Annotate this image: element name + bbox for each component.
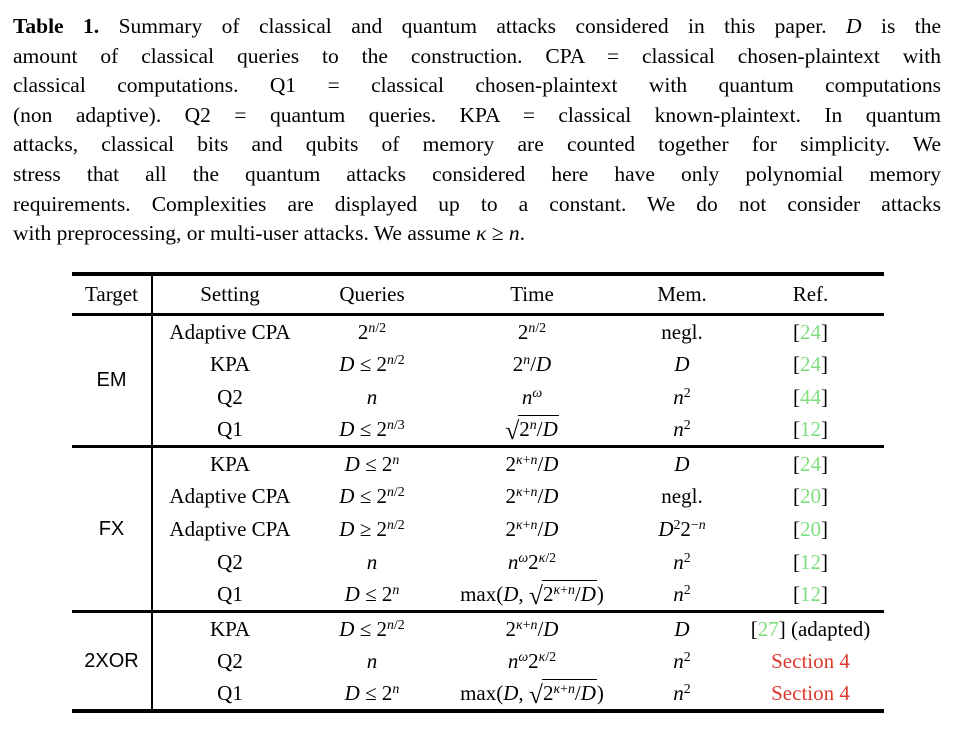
setting-cell: Q2 (217, 384, 243, 409)
setting-cell: Adaptive CPA (169, 319, 291, 344)
citation-link[interactable]: [12] (793, 549, 828, 574)
time-cell: $2^{\kappa+n}/D$ (505, 616, 559, 641)
caption-line: attacks, classical bits and qubits of memory are counted together for simplicity. We (13, 132, 941, 157)
setting-cell: KPA (209, 451, 251, 476)
target-cell: 2XOR (72, 612, 152, 711)
mem-cell: $n^2$ (673, 549, 691, 574)
citation-link[interactable]: [20] (793, 516, 828, 541)
ref-cell (737, 315, 884, 348)
setting-cell: KPA (209, 616, 251, 641)
setting-cell: Q1 (217, 680, 243, 705)
caption-line: (non adaptive). Q2 = quantum queries. KPA = classical known-plaintext. In quantum (13, 102, 941, 127)
mem-cell: $n^2$ (673, 680, 691, 705)
setting-cell: Q2 (217, 648, 243, 673)
sqrt-expression: $√2^{\kappa+n}/D$ (528, 581, 596, 611)
citation-link[interactable]: [20] (793, 483, 828, 508)
table-row (72, 612, 884, 645)
citation-link[interactable]: [24] (793, 319, 828, 344)
queries-cell: $D \ge 2^{n/2}$ (339, 516, 405, 541)
radical-sign: √ (505, 416, 520, 446)
time-cell: max(D, $√2^{\kappa+n}/D$) (460, 581, 604, 611)
time-cell: 2$^n$/D (512, 351, 552, 376)
time-cell (437, 414, 627, 447)
column-header-mem: Mem. (657, 282, 707, 306)
queries-cell: $D \le 2^n$ (344, 451, 400, 476)
table-row (72, 678, 884, 711)
setting-cell: KPA (209, 351, 251, 376)
ref-cell (737, 579, 884, 612)
queries-cell: $D \le 2^{n/3}$ (339, 417, 405, 441)
queries-cell: $D \le 2^n$ (344, 680, 400, 705)
sqrt-expression: √2$^n$/D (505, 416, 558, 446)
caption-line: with preprocessing, or multi-user attacks. We assume κ ≥ n. (13, 221, 526, 246)
citation-number: 44 (800, 384, 821, 409)
citation-link[interactable]: [12] (793, 582, 828, 606)
column-header-queries: Queries (339, 282, 405, 306)
target-cell: FX (72, 447, 152, 612)
table-row (72, 315, 884, 348)
sqrt-expression: $√2^{\kappa+n}/D$ (528, 679, 596, 709)
queries-cell: $D \le 2^{n/2}$ (339, 616, 405, 641)
citation-number: 20 (800, 516, 821, 541)
table-row (72, 414, 884, 447)
queries-cell: n (366, 384, 378, 409)
queries-cell: $2^{n/2}$ (357, 319, 387, 344)
mem-cell: negl. (661, 483, 703, 508)
table-section-em (72, 315, 884, 447)
caption-line: classical computations. Q1 = classical chosen-plaintext with quantum computations (13, 73, 941, 98)
setting-cell: Q1 (217, 582, 243, 606)
queries-cell: $D \le 2^{n/2}$ (339, 483, 405, 508)
citation-link[interactable]: [12] (793, 417, 828, 441)
table-section-fx (72, 447, 884, 612)
time-cell: max(D, $√2^{\kappa+n}/D$) (460, 679, 604, 709)
table-row (72, 579, 884, 612)
caption-line: amount of classical queries to the construction. CPA = classical chosen-plaintext with (13, 43, 941, 68)
mem-cell: $D^22^{-n}$ (658, 516, 706, 541)
column-header-target: Target (72, 274, 152, 315)
caption-line: stress that all the quantum attacks considered here have only polynomial memory (13, 161, 941, 186)
ref-cell (737, 381, 884, 414)
citation-link[interactable]: [27] (750, 616, 786, 641)
ref-cell (737, 546, 884, 579)
time-cell: $2^{\kappa+n}/D$ (505, 516, 559, 541)
time-cell: $2^{\kappa+n}/D$ (505, 483, 559, 508)
attacks-table (72, 272, 884, 713)
time-cell: $2^{\kappa+n}/D$ (505, 451, 559, 476)
citation-number: 12 (800, 417, 821, 441)
ref-cell (737, 447, 884, 480)
setting-cell: Adaptive CPA (169, 516, 291, 541)
table-row (72, 645, 884, 678)
table-section-2xor (72, 612, 884, 711)
radical-sign: √ (528, 581, 543, 611)
citation-number: 20 (800, 483, 821, 508)
radical-sign: √ (528, 679, 543, 709)
table-row (72, 381, 884, 414)
section-link[interactable]: Section 4 (771, 648, 850, 673)
ref-cell (737, 612, 884, 645)
table-row (72, 447, 884, 480)
citation-number: 24 (800, 319, 821, 344)
target-cell: EM (72, 315, 152, 447)
caption-line: requirements. Complexities are displayed up to a constant. We do not consider attacks (13, 191, 941, 216)
mem-cell: $n^2$ (673, 417, 691, 441)
paper-page (0, 12, 956, 756)
setting-cell: Q1 (217, 417, 243, 441)
mem-cell: $n^2$ (673, 648, 691, 673)
mem-cell: D (674, 616, 690, 641)
column-header-time: Time (510, 282, 554, 306)
queries-cell: n (366, 549, 378, 574)
ref-cell (737, 645, 884, 678)
citation-number: 24 (800, 451, 821, 476)
ref-cell (737, 348, 884, 381)
citation-number: 12 (800, 582, 821, 606)
setting-cell: Q2 (217, 549, 243, 574)
mem-cell: D (674, 351, 690, 376)
mem-cell: negl. (661, 319, 703, 344)
citation-number: 12 (800, 549, 821, 574)
ref-cell (737, 480, 884, 513)
setting-cell: Adaptive CPA (169, 483, 291, 508)
time-cell: $n^\omega 2^{\kappa/2}$ (507, 648, 557, 673)
table-caption (13, 12, 941, 249)
ref-cell (737, 414, 884, 447)
table-row (72, 546, 884, 579)
citation-link[interactable]: [44] (793, 384, 828, 409)
column-header-ref: Ref. (792, 282, 829, 306)
ref-cell (737, 513, 884, 546)
time-cell: $2^{n/2}$ (517, 319, 547, 344)
table-row (72, 348, 884, 381)
table-row (72, 513, 884, 546)
header-row (72, 274, 884, 315)
time-cell: $n^\omega 2^{\kappa/2}$ (507, 549, 557, 574)
citation-number: 27 (757, 616, 779, 641)
table-row (72, 480, 884, 513)
citation-number: 24 (800, 351, 821, 376)
citation-link[interactable]: [24] (793, 451, 828, 476)
time-cell: $n^\omega$ (521, 384, 543, 409)
section-link[interactable]: Section 4 (771, 680, 850, 705)
mem-cell: $n^2$ (673, 582, 691, 606)
queries-cell: n (366, 648, 378, 673)
column-header-setting: Setting (200, 282, 260, 306)
citation-link[interactable]: [24] (793, 351, 828, 376)
table-header (72, 274, 884, 315)
mem-cell: $n^2$ (673, 384, 691, 409)
ref-cell (737, 678, 884, 711)
queries-cell: $D \le 2^n$ (344, 582, 400, 606)
mem-cell: D (674, 451, 690, 476)
caption-line: Table 1. Summary of classical and quantum attacks considered in this paper. D is the (13, 14, 942, 38)
ref-suffix: (adapted) (785, 616, 871, 641)
queries-cell: $D \le 2^{n/2}$ (339, 351, 405, 376)
